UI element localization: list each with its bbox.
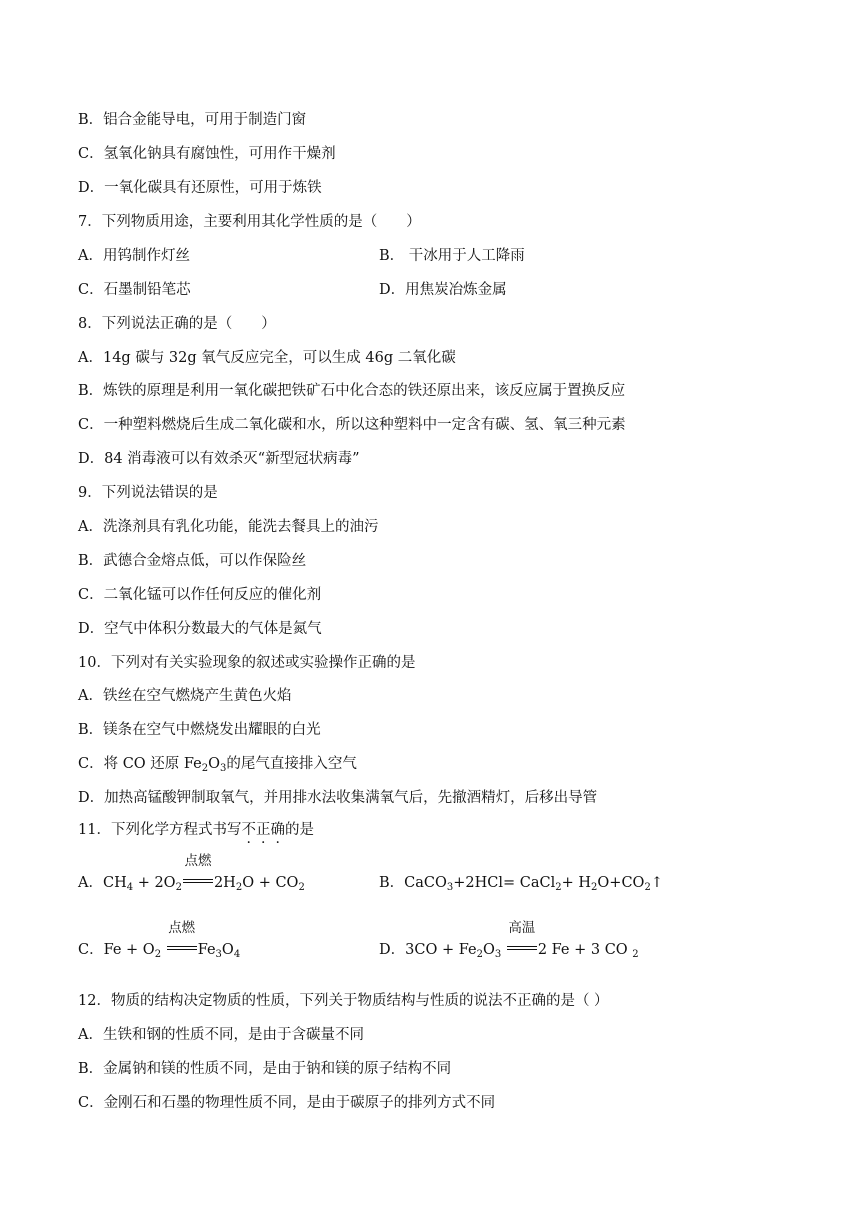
q12-option-b: B．金属钠和镁的性质不同，是由于钠和镁的原子结构不同: [78, 1061, 452, 1077]
reaction-condition: 点燃: [167, 940, 197, 960]
q10-option-b: B．镁条在空气中燃烧发出耀眼的白光: [78, 722, 321, 738]
question-9: 9．下列说法错误的是: [78, 485, 218, 501]
question-8: 8．下列说法正确的是（ ）: [78, 316, 276, 332]
q7-option-b: B． 干冰用于人工降雨: [379, 248, 525, 264]
q7-option-d: D．用焦炭冶炼金属: [379, 282, 507, 298]
q8-option-c: C．一种塑料燃烧后生成二氧化碳和水，所以这种塑料中一定含有碳、氢、氧三种元素: [78, 417, 626, 433]
reaction-condition: 高温: [507, 940, 537, 960]
question-11: 11．下列化学方程式书写不正确的是: [78, 822, 314, 838]
q12-option-a: A．生铁和钢的性质不同，是由于含碳量不同: [78, 1027, 364, 1043]
q8-option-b: B．炼铁的原理是利用一氧化碳把铁矿石中化合态的铁还原出来，该反应属于置换反应: [78, 383, 626, 399]
q9-option-a: A．洗涤剂具有乳化功能，能洗去餐具上的油污: [78, 519, 379, 535]
q10-option-c: C．将 CO 还原 $Fe_2O_3$的尾气直接排入空气: [78, 756, 357, 774]
reaction-condition: 点燃: [183, 873, 213, 893]
q9-option-b: B．武德合金熔点低，可以作保险丝: [78, 553, 307, 569]
q11-option-a: A．$CH_4 + 2O_2$ 点燃 $2H_2O + CO_2$: [78, 853, 305, 893]
option-b-alloy: B．铝合金能导电，可用于制造门窗: [78, 112, 307, 128]
q9-option-d: D．空气中体积分数最大的气体是氮气: [78, 621, 322, 637]
q8-option-a: A．14g 碳与 32g 氧气反应完全，可以生成 46g 二氧化碳: [78, 350, 456, 366]
q8-option-d: D．84 消毒液可以有效杀灭“新型冠状病毒”: [78, 451, 360, 467]
q11-option-c: C．$Fe + O_2$ 点燃 $Fe_3O_4$: [78, 920, 241, 960]
option-c-naoh: C．氢氧化钠具有腐蚀性，可用作干燥剂: [78, 146, 336, 162]
q7-option-c: C．石墨制铅笔芯: [78, 282, 191, 298]
question-12: 12．物质的结构决定物质的性质，下列关于物质结构与性质的说法不正确的是（ ）: [78, 993, 609, 1009]
q9-option-c: C．二氧化锰可以作任何反应的催化剂: [78, 587, 322, 603]
question-10: 10．下列对有关实验现象的叙述或实验操作正确的是: [78, 655, 416, 671]
question-7: 7．下列物质用途，主要利用其化学性质的是（ ）: [78, 214, 421, 230]
q11-option-b: B．CaCO$_3$+2HCl= CaCl$_2$+ $H_2O+CO_2↑$: [379, 875, 663, 893]
option-d-co: D．一氧化碳具有还原性，可用于炼铁: [78, 180, 322, 196]
q12-option-c: C．金刚石和石墨的物理性质不同，是由于碳原子的排列方式不同: [78, 1095, 496, 1111]
q7-option-a: A．用钨制作灯丝: [78, 248, 190, 264]
q10-option-d: D．加热高锰酸钾制取氧气，并用排水法收集满氧气后，先撤酒精灯，后移出导管: [78, 790, 598, 806]
q10-option-a: A．铁丝在空气燃烧产生黄色火焰: [78, 688, 292, 704]
q11-option-d: D．$3CO + Fe_2O_3$ 高温 2 Fe + 3 CO $_2$: [379, 920, 639, 960]
